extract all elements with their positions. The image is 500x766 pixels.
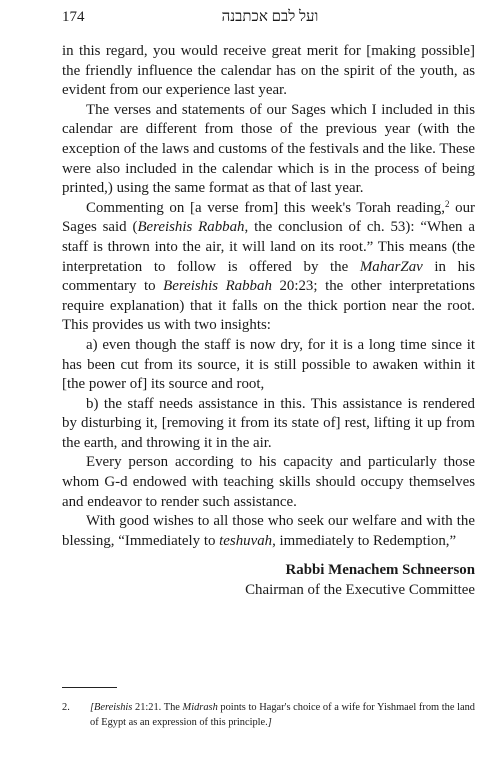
paragraph-every-person: Every person according to his capacity and particularly those whom G-d endowed with teaching skills should occupy themselves and endeavor to render such assistance. [62, 454, 475, 510]
page-number: 174 [62, 9, 85, 25]
paragraph-insight-a: a) even though the staff is now dry, for it is a long time since it has been cut from its source, it is still possible to awaken within it [the power of] its source and root, [62, 336, 475, 393]
signature-block [62, 561, 475, 600]
running-title: ועל לבם אכתבנה [221, 9, 319, 25]
paragraph-verses: The verses and statements of our Sages which I included in this calendar are different from those of the previous year (with the exception of the laws and customs of the festivals and the like. These were also included in the calendar which is in the process of being printed,) using the same format as that of last year. [62, 101, 475, 197]
footnote-text: [Bereishis 21:21. The Midrash points to Hagar's choice of a wife for Yishmael from the land of Egypt as an expression of this principle.] [90, 702, 475, 728]
footnote-divider [62, 687, 117, 688]
paragraph-continuation: in this regard, you would receive great merit for [making possible] the friendly influence the calendar has on the spirit of the youth, as evident from our experience last year. [62, 43, 475, 99]
signature-name: Rabbi Menachem Schneerson [285, 562, 475, 578]
footnote [62, 700, 475, 730]
paragraph-insight-b: b) the staff needs assistance in this. This assistance is rendered by disturbing it, [removing it from its state of] rest, lifting it up from the earth, and throwing it in the air. [62, 395, 475, 451]
paragraph-closing-wishes: With good wishes to all those who seek our welfare and with the blessing, “Immediately to teshuvah, immediately to Redemption,” [62, 513, 475, 549]
body-text [62, 42, 475, 551]
footnote-reference: 2 [444, 198, 450, 209]
signature-title: Chairman of the Executive Committee [245, 581, 475, 598]
footnote-number: 2. [62, 702, 70, 713]
page-header [62, 6, 478, 28]
paragraph-commentary: Commenting on [a verse from] this week's Torah reading,$^2$ our Sages said (Bereishis Rabbah, the conclusion of ch. 53): “When a staff is thrown into the air, it will land on its root.” This means (the interpretation to follow is offered by the MaharZav in his commentary to Bereishis Rabbah 20:23; the other interpretations require explanation) that it falls on the thick portion near the root. This provides us with two insights: [62, 198, 476, 334]
